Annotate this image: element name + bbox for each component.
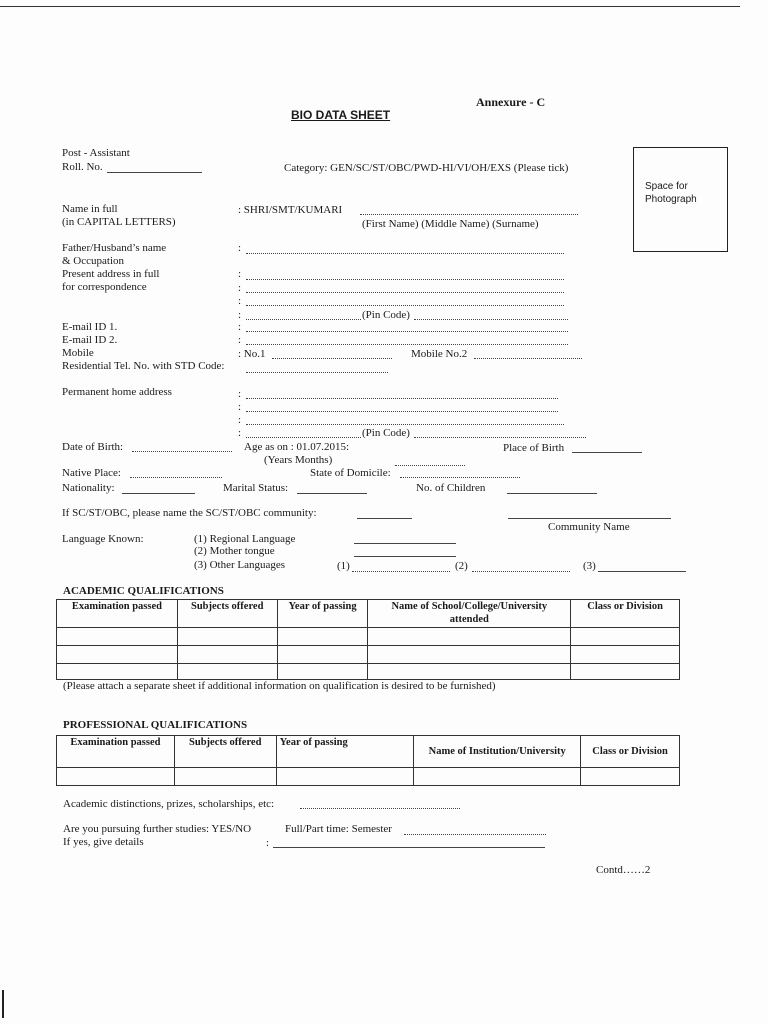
place-of-birth-label: Place of Birth xyxy=(503,442,565,454)
colon: : xyxy=(238,321,242,333)
name-parts-hint: (First Name) (Middle Name) (Surname) xyxy=(362,218,539,230)
scan-mark xyxy=(2,990,4,1018)
residential-tel-label: Residential Tel. No. with STD Code: xyxy=(62,360,225,372)
professional-col-subjects: Subjects offered xyxy=(174,736,276,768)
professional-col-year: Year of passing xyxy=(276,736,414,768)
roll-no-label: Roll. No. xyxy=(62,161,103,173)
colon: : xyxy=(238,334,242,346)
other-language-3-field[interactable] xyxy=(598,571,686,572)
colon: : xyxy=(238,282,242,294)
colon: : xyxy=(238,388,242,400)
father-field[interactable] xyxy=(246,253,564,254)
academic-col-year: Year of passing xyxy=(277,600,368,628)
if-yes-label: If yes, give details xyxy=(63,836,144,848)
professional-table xyxy=(56,735,680,786)
colon: : xyxy=(238,309,242,321)
other-language-3-label: (3) xyxy=(583,560,596,572)
community-name-field[interactable] xyxy=(508,518,671,519)
top-rule xyxy=(0,6,740,7)
table-row[interactable] xyxy=(57,646,680,664)
table-row[interactable] xyxy=(57,768,680,786)
permanent-address-line-3[interactable] xyxy=(246,424,564,425)
dob-label: Date of Birth: xyxy=(62,441,124,453)
name-field[interactable] xyxy=(360,214,578,215)
colon: : xyxy=(266,837,270,849)
email2-label: E-mail ID 2. xyxy=(62,334,118,346)
other-language-2-label: (2) xyxy=(455,560,468,572)
other-languages-label: (3) Other Languages xyxy=(194,559,286,571)
table-row[interactable] xyxy=(57,628,680,646)
name-label-capital: (in CAPITAL LETTERS) xyxy=(62,216,176,228)
community-name-label: Community Name xyxy=(548,521,630,533)
academic-col-class: Class or Division xyxy=(571,600,680,628)
father-label: Father/Husband’s name xyxy=(62,242,167,254)
email2-field[interactable] xyxy=(246,344,568,345)
professional-col-class: Class or Division xyxy=(581,736,680,768)
annexure-label: Annexure - C xyxy=(476,95,546,109)
occupation-label: & Occupation xyxy=(62,255,125,267)
mother-tongue-label: (2) Mother tongue xyxy=(194,545,275,557)
colon: : xyxy=(238,268,242,280)
colon: : xyxy=(238,414,242,426)
table-row[interactable] xyxy=(57,664,680,680)
permanent-address-line-1[interactable] xyxy=(246,398,558,399)
if-yes-details-field[interactable] xyxy=(273,847,545,848)
academic-table xyxy=(56,599,680,680)
professional-col-exam: Examination passed xyxy=(57,736,175,768)
professional-heading: PROFESSIONAL QUALIFICATIONS xyxy=(63,719,248,731)
nationality-label: Nationality: xyxy=(62,482,115,494)
address-line-1[interactable] xyxy=(246,279,564,280)
email1-field[interactable] xyxy=(246,331,568,332)
distinctions-label: Academic distinctions, prizes, scholarships, etc: xyxy=(63,798,275,810)
colon: : xyxy=(238,242,242,254)
pin-code-field[interactable] xyxy=(414,319,568,320)
full-part-time-label: Full/Part time: Semester xyxy=(285,823,392,835)
pin-code-2-field[interactable] xyxy=(414,437,586,438)
category-label: Category: GEN/SC/ST/OBC/PWD-HI/VI/OH/EXS (Please tick) xyxy=(284,162,569,174)
marital-status-label: Marital Status: xyxy=(223,482,289,494)
document-title: BIO DATA SHEET xyxy=(291,108,391,122)
colon: : xyxy=(238,401,242,413)
permanent-address-label: Permanent home address xyxy=(62,386,172,398)
mobile-no2-label: Mobile No.2 xyxy=(411,348,468,360)
nationality-field[interactable] xyxy=(122,493,195,494)
age-as-on-label: Age as on : 01.07.2015: xyxy=(244,441,350,453)
mobile-no1-label: : No.1 xyxy=(238,348,266,360)
name-prefix: : SHRI/SMT/KUMARI xyxy=(238,204,343,216)
native-place-label: Native Place: xyxy=(62,467,121,479)
native-place-field[interactable] xyxy=(130,477,222,478)
professional-col-institution: Name of Institution/University xyxy=(414,736,581,768)
regional-language-label: (1) Regional Language xyxy=(194,533,296,545)
correspondence-label: for correspondence xyxy=(62,281,147,293)
place-of-birth-field[interactable] xyxy=(572,452,642,453)
semester-field[interactable] xyxy=(404,834,546,835)
photo-box[interactable] xyxy=(633,147,728,252)
state-domicile-field[interactable] xyxy=(400,477,520,478)
community-question: If SC/ST/OBC, please name the SC/ST/OBC community: xyxy=(62,507,317,519)
colon: : xyxy=(238,427,242,439)
community-field[interactable] xyxy=(357,518,412,519)
residential-tel-field[interactable] xyxy=(246,372,388,373)
other-language-1-label: (1) xyxy=(337,560,350,572)
further-studies-label: Are you pursuing further studies: YES/NO xyxy=(63,823,252,835)
continued-label: Contd……2 xyxy=(596,864,651,876)
academic-col-exam: Examination passed xyxy=(57,600,178,628)
language-known-label: Language Known: xyxy=(62,533,144,545)
permanent-address-line-4[interactable] xyxy=(246,437,361,438)
years-months-hint: (Years Months) xyxy=(264,454,333,466)
name-label: Name in full xyxy=(62,203,118,215)
email1-label: E-mail ID 1. xyxy=(62,321,118,333)
pin-code-2-label: (Pin Code) xyxy=(362,427,410,439)
permanent-address-line-2[interactable] xyxy=(246,411,558,412)
no-of-children-label: No. of Children xyxy=(416,482,486,494)
post-label: Post - Assistant xyxy=(62,147,130,159)
photo-label: Space for Photograph xyxy=(645,181,697,205)
roll-no-field[interactable] xyxy=(107,172,202,173)
academic-heading: ACADEMIC QUALIFICATIONS xyxy=(63,585,224,597)
regional-language-field[interactable] xyxy=(354,543,456,544)
marital-status-field[interactable] xyxy=(297,493,367,494)
pin-code-label: (Pin Code) xyxy=(362,309,410,321)
other-language-1-field[interactable] xyxy=(352,571,450,572)
state-domicile-label: State of Domicile: xyxy=(310,467,391,479)
academic-col-subjects: Subjects offered xyxy=(177,600,277,628)
mobile-label: Mobile xyxy=(62,347,94,359)
age-field[interactable] xyxy=(395,465,465,466)
other-language-2-field[interactable] xyxy=(472,571,570,572)
dob-field[interactable] xyxy=(132,451,232,452)
present-address-label: Present address in full xyxy=(62,268,160,280)
mobile-no2-field[interactable] xyxy=(474,358,582,359)
academic-note: (Please attach a separate sheet if additional information on qualification is desired to be furnished) xyxy=(63,680,496,692)
address-line-3[interactable] xyxy=(246,305,564,306)
distinctions-field[interactable] xyxy=(300,808,460,809)
academic-col-institution: Name of School/College/University attended xyxy=(368,600,571,628)
address-line-2[interactable] xyxy=(246,292,564,293)
address-line-4[interactable] xyxy=(246,319,361,320)
mobile-no1-field[interactable] xyxy=(272,358,392,359)
colon: : xyxy=(238,295,242,307)
mother-tongue-field[interactable] xyxy=(354,556,456,557)
no-of-children-field[interactable] xyxy=(507,493,597,494)
